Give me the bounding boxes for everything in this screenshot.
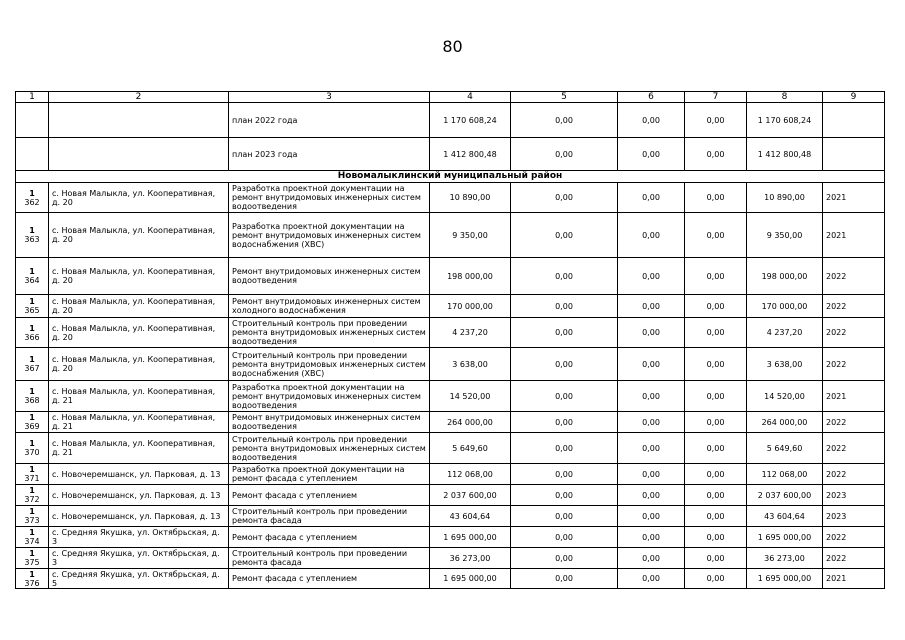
value-col6: 0,00 bbox=[618, 103, 685, 138]
value-col8: 2 037 600,00 bbox=[747, 485, 823, 506]
row-number-cell bbox=[16, 295, 49, 318]
value-col6: 0,00 bbox=[618, 412, 685, 433]
row-number-cell bbox=[16, 433, 49, 464]
value-col6: 0,00 bbox=[618, 138, 685, 171]
work-type-cell: Разработка проектной документации на ремонт внутридомовых инженерных систем водоотведения bbox=[229, 381, 430, 412]
row-number-prefix: 1 bbox=[29, 267, 35, 276]
header-cell: 1 bbox=[16, 92, 49, 103]
plan-label-cell: план 2022 года bbox=[229, 103, 430, 138]
value-col8: 1 695 000,00 bbox=[747, 569, 823, 589]
year-cell: 2022 bbox=[823, 258, 885, 295]
work-type-cell: Строительный контроль при проведении ремонта фасада bbox=[229, 506, 430, 527]
value-col4: 1 695 000,00 bbox=[430, 527, 511, 548]
table-row bbox=[16, 318, 885, 348]
row-number-prefix: 1 bbox=[29, 226, 35, 235]
year-cell: 2022 bbox=[823, 412, 885, 433]
value-col4: 1 170 608,24 bbox=[430, 103, 511, 138]
work-type-cell: Ремонт фасада с утеплением bbox=[229, 569, 430, 589]
repair-plan-table bbox=[15, 91, 885, 589]
row-number-prefix: 1 bbox=[29, 439, 35, 448]
row-number-cell bbox=[16, 506, 49, 527]
value-col5: 0,00 bbox=[511, 569, 618, 589]
value-col7: 0,00 bbox=[685, 318, 747, 348]
section-header-row bbox=[16, 171, 885, 183]
row-number-cell bbox=[16, 548, 49, 569]
row-number-cell bbox=[16, 183, 49, 213]
value-col6: 0,00 bbox=[618, 348, 685, 381]
year-cell bbox=[823, 138, 885, 171]
work-type-cell: Ремонт внутридомовых инженерных систем холодного водоснабжения bbox=[229, 295, 430, 318]
year-cell: 2022 bbox=[823, 433, 885, 464]
value-col5: 0,00 bbox=[511, 506, 618, 527]
row-number-prefix: 1 bbox=[29, 323, 35, 333]
row-number-prefix: 1 bbox=[29, 188, 35, 198]
value-col5: 0,00 bbox=[511, 464, 618, 485]
value-col4: 2 037 600,00 bbox=[430, 485, 511, 506]
value-col4: 170 000,00 bbox=[430, 295, 511, 318]
value-col6: 0,00 bbox=[618, 295, 685, 318]
value-col7: 0,00 bbox=[685, 569, 747, 589]
work-type-cell: Ремонт фасада с утеплением bbox=[229, 485, 430, 506]
row-number-cell bbox=[16, 348, 49, 381]
value-col5: 0,00 bbox=[511, 485, 618, 506]
row-number: 372 bbox=[24, 495, 40, 504]
year-cell: 2021 bbox=[823, 569, 885, 589]
value-col8: 10 890,00 bbox=[747, 183, 823, 213]
value-col7: 0,00 bbox=[685, 485, 747, 506]
address-cell: с. Средняя Якушка, ул. Октябрьская, д. 5 bbox=[49, 569, 229, 589]
address-cell: с. Средняя Якушка, ул. Октябрьская, д. 3 bbox=[49, 548, 229, 569]
table-row bbox=[16, 258, 885, 295]
plan-row bbox=[16, 103, 885, 138]
header-cell: 4 bbox=[430, 92, 511, 103]
value-col6: 0,00 bbox=[618, 258, 685, 295]
value-col7: 0,00 bbox=[685, 381, 747, 412]
row-number: 365 bbox=[24, 306, 40, 315]
value-col5: 0,00 bbox=[511, 295, 618, 318]
year-cell: 2022 bbox=[823, 318, 885, 348]
year-cell: 2022 bbox=[823, 295, 885, 318]
address-cell: с. Новочеремшанск, ул. Парковая, д. 13 bbox=[49, 464, 229, 485]
address-cell: с. Новая Малыкла, ул. Кооперативная, д. 20 bbox=[49, 295, 229, 318]
address-cell: с. Новая Малыкла, ул. Кооперативная, д. 21 bbox=[49, 433, 229, 464]
work-type-cell: Строительный контроль при проведении ремонта внутридомовых инженерных систем водоотведения bbox=[229, 433, 430, 464]
work-type-cell: Ремонт фасада с утеплением bbox=[229, 527, 430, 548]
row-number-cell bbox=[16, 318, 49, 348]
work-type-cell: Разработка проектной документации на ремонт фасада с утеплением bbox=[229, 464, 430, 485]
value-col7: 0,00 bbox=[685, 295, 747, 318]
value-col8: 4 237,20 bbox=[747, 318, 823, 348]
row-number: 371 bbox=[24, 474, 40, 483]
value-col5: 0,00 bbox=[511, 138, 618, 171]
value-col8: 43 604,64 bbox=[747, 506, 823, 527]
value-col7: 0,00 bbox=[685, 548, 747, 569]
row-number-cell bbox=[16, 213, 49, 258]
year-cell: 2022 bbox=[823, 548, 885, 569]
header-cell: 5 bbox=[511, 92, 618, 103]
header-cell: 9 bbox=[823, 92, 885, 103]
address-cell: с. Новая Малыкла, ул. Кооперативная, д. 21 bbox=[49, 381, 229, 412]
address-cell: с. Средняя Якушка, ул. Октябрьская, д. 3 bbox=[49, 527, 229, 548]
value-col5: 0,00 bbox=[511, 348, 618, 381]
value-col7: 0,00 bbox=[685, 258, 747, 295]
value-col8: 1 695 000,00 bbox=[747, 527, 823, 548]
table-row bbox=[16, 506, 885, 527]
row-number-cell bbox=[16, 138, 49, 171]
table-row bbox=[16, 381, 885, 412]
year-cell: 2023 bbox=[823, 506, 885, 527]
row-number: 368 bbox=[24, 396, 40, 405]
value-col4: 198 000,00 bbox=[430, 258, 511, 295]
value-col5: 0,00 bbox=[511, 183, 618, 213]
value-col8: 1 412 800,48 bbox=[747, 138, 823, 171]
row-number: 373 bbox=[24, 516, 40, 525]
row-number: 369 bbox=[24, 422, 40, 431]
row-number: 370 bbox=[24, 448, 40, 457]
value-col8: 198 000,00 bbox=[747, 258, 823, 295]
work-type-cell: Ремонт внутридомовых инженерных систем водоотведения bbox=[229, 258, 430, 295]
table-row bbox=[16, 348, 885, 381]
value-col7: 0,00 bbox=[685, 527, 747, 548]
value-col8: 3 638,00 bbox=[747, 348, 823, 381]
table-body bbox=[16, 92, 885, 589]
value-col6: 0,00 bbox=[618, 485, 685, 506]
value-col6: 0,00 bbox=[618, 318, 685, 348]
table-row bbox=[16, 527, 885, 548]
row-number-cell bbox=[16, 485, 49, 506]
header-cell: 3 bbox=[229, 92, 430, 103]
table-row bbox=[16, 464, 885, 485]
column-number-header-row bbox=[16, 92, 885, 103]
value-col4: 14 520,00 bbox=[430, 381, 511, 412]
row-number-prefix: 1 bbox=[29, 413, 35, 422]
row-number: 375 bbox=[24, 558, 40, 567]
row-number: 363 bbox=[24, 235, 40, 244]
row-number-prefix: 1 bbox=[29, 528, 35, 537]
value-col6: 0,00 bbox=[618, 506, 685, 527]
address-cell bbox=[49, 103, 229, 138]
value-col4: 9 350,00 bbox=[430, 213, 511, 258]
value-col4: 5 649,60 bbox=[430, 433, 511, 464]
row-number-prefix: 1 bbox=[29, 387, 35, 396]
value-col4: 1 412 800,48 bbox=[430, 138, 511, 171]
value-col7: 0,00 bbox=[685, 213, 747, 258]
value-col6: 0,00 bbox=[618, 548, 685, 569]
row-number: 376 bbox=[24, 578, 40, 588]
address-cell: с. Новая Малыкла, ул. Кооперативная, д. 20 bbox=[49, 258, 229, 295]
value-col4: 112 068,00 bbox=[430, 464, 511, 485]
year-cell: 2021 bbox=[823, 381, 885, 412]
value-col8: 5 649,60 bbox=[747, 433, 823, 464]
row-number-cell bbox=[16, 569, 49, 589]
value-col6: 0,00 bbox=[618, 183, 685, 213]
value-col5: 0,00 bbox=[511, 412, 618, 433]
work-type-cell: Разработка проектной документации на ремонт внутридомовых инженерных систем водоотведения bbox=[229, 183, 430, 213]
value-col5: 0,00 bbox=[511, 258, 618, 295]
work-type-cell: Строительный контроль при проведении ремонта фасада bbox=[229, 548, 430, 569]
value-col6: 0,00 bbox=[618, 527, 685, 548]
row-number: 367 bbox=[24, 364, 40, 373]
table-row bbox=[16, 485, 885, 506]
value-col7: 0,00 bbox=[685, 103, 747, 138]
value-col8: 9 350,00 bbox=[747, 213, 823, 258]
header-cell: 7 bbox=[685, 92, 747, 103]
value-col5: 0,00 bbox=[511, 527, 618, 548]
year-cell bbox=[823, 103, 885, 138]
value-col4: 10 890,00 bbox=[430, 183, 511, 213]
value-col6: 0,00 bbox=[618, 569, 685, 589]
address-cell: с. Новая Малыкла, ул. Кооперативная, д. 20 bbox=[49, 348, 229, 381]
work-type-cell: Ремонт внутридомовых инженерных систем водоотведения bbox=[229, 412, 430, 433]
row-number-prefix: 1 bbox=[29, 507, 35, 516]
value-col7: 0,00 bbox=[685, 433, 747, 464]
row-number-prefix: 1 bbox=[29, 465, 35, 474]
value-col6: 0,00 bbox=[618, 464, 685, 485]
value-col7: 0,00 bbox=[685, 138, 747, 171]
value-col7: 0,00 bbox=[685, 464, 747, 485]
row-number: 374 bbox=[24, 537, 40, 546]
value-col6: 0,00 bbox=[618, 433, 685, 464]
value-col5: 0,00 bbox=[511, 103, 618, 138]
value-col4: 3 638,00 bbox=[430, 348, 511, 381]
address-cell: с. Новочеремшанск, ул. Парковая, д. 13 bbox=[49, 506, 229, 527]
row-number-prefix: 1 bbox=[29, 549, 35, 558]
value-col4: 36 273,00 bbox=[430, 548, 511, 569]
row-number-prefix: 1 bbox=[29, 486, 35, 495]
value-col8: 264 000,00 bbox=[747, 412, 823, 433]
value-col7: 0,00 bbox=[685, 506, 747, 527]
value-col5: 0,00 bbox=[511, 433, 618, 464]
value-col5: 0,00 bbox=[511, 318, 618, 348]
value-col7: 0,00 bbox=[685, 348, 747, 381]
row-number-cell bbox=[16, 258, 49, 295]
value-col6: 0,00 bbox=[618, 381, 685, 412]
row-number: 362 bbox=[24, 197, 40, 207]
table-row bbox=[16, 412, 885, 433]
table-row bbox=[16, 295, 885, 318]
value-col4: 43 604,64 bbox=[430, 506, 511, 527]
year-cell: 2021 bbox=[823, 183, 885, 213]
value-col8: 36 273,00 bbox=[747, 548, 823, 569]
value-col8: 170 000,00 bbox=[747, 295, 823, 318]
value-col8: 14 520,00 bbox=[747, 381, 823, 412]
row-number-prefix: 1 bbox=[29, 297, 35, 306]
row-number: 364 bbox=[24, 276, 40, 285]
year-cell: 2022 bbox=[823, 348, 885, 381]
value-col4: 1 695 000,00 bbox=[430, 569, 511, 589]
value-col7: 0,00 bbox=[685, 183, 747, 213]
year-cell: 2022 bbox=[823, 527, 885, 548]
value-col5: 0,00 bbox=[511, 548, 618, 569]
page-number: 80 bbox=[442, 37, 463, 56]
address-cell: с. Новочеремшанск, ул. Парковая, д. 13 bbox=[49, 485, 229, 506]
value-col5: 0,00 bbox=[511, 213, 618, 258]
year-cell: 2022 bbox=[823, 464, 885, 485]
year-cell: 2023 bbox=[823, 485, 885, 506]
value-col6: 0,00 bbox=[618, 213, 685, 258]
header-cell: 6 bbox=[618, 92, 685, 103]
row-number: 366 bbox=[24, 332, 40, 342]
header-cell: 2 bbox=[49, 92, 229, 103]
plan-label-cell: план 2023 года bbox=[229, 138, 430, 171]
work-type-cell: Строительный контроль при проведении ремонта внутридомовых инженерных систем водоснабжения (ХВС) bbox=[229, 348, 430, 381]
row-number-cell bbox=[16, 527, 49, 548]
year-cell: 2021 bbox=[823, 213, 885, 258]
value-col4: 264 000,00 bbox=[430, 412, 511, 433]
value-col8: 112 068,00 bbox=[747, 464, 823, 485]
header-cell: 8 bbox=[747, 92, 823, 103]
address-cell bbox=[49, 138, 229, 171]
table-row bbox=[16, 569, 885, 589]
section-title: Новомалыклинский муниципальный район bbox=[16, 171, 885, 183]
address-cell: с. Новая Малыкла, ул. Кооперативная, д. 20 bbox=[49, 318, 229, 348]
plan-row bbox=[16, 138, 885, 171]
table-row bbox=[16, 213, 885, 258]
address-cell: с. Новая Малыкла, ул. Кооперативная, д. 20 bbox=[49, 213, 229, 258]
row-number-cell bbox=[16, 381, 49, 412]
table-row bbox=[16, 548, 885, 569]
work-type-cell: Разработка проектной документации на ремонт внутридомовых инженерных систем водоснабжения (ХВС) bbox=[229, 213, 430, 258]
address-cell: с. Новая Малыкла, ул. Кооперативная, д. 21 bbox=[49, 412, 229, 433]
row-number-prefix: 1 bbox=[29, 569, 35, 579]
value-col7: 0,00 bbox=[685, 412, 747, 433]
row-number-cell bbox=[16, 464, 49, 485]
row-number-cell bbox=[16, 103, 49, 138]
work-type-cell: Строительный контроль при проведении ремонта внутридомовых инженерных систем водоотведения bbox=[229, 318, 430, 348]
row-number-prefix: 1 bbox=[29, 355, 35, 364]
table-row bbox=[16, 433, 885, 464]
row-number-cell bbox=[16, 412, 49, 433]
value-col4: 4 237,20 bbox=[430, 318, 511, 348]
value-col5: 0,00 bbox=[511, 381, 618, 412]
address-cell: с. Новая Малыкла, ул. Кооперативная, д. 20 bbox=[49, 183, 229, 213]
table-row bbox=[16, 183, 885, 213]
value-col8: 1 170 608,24 bbox=[747, 103, 823, 138]
